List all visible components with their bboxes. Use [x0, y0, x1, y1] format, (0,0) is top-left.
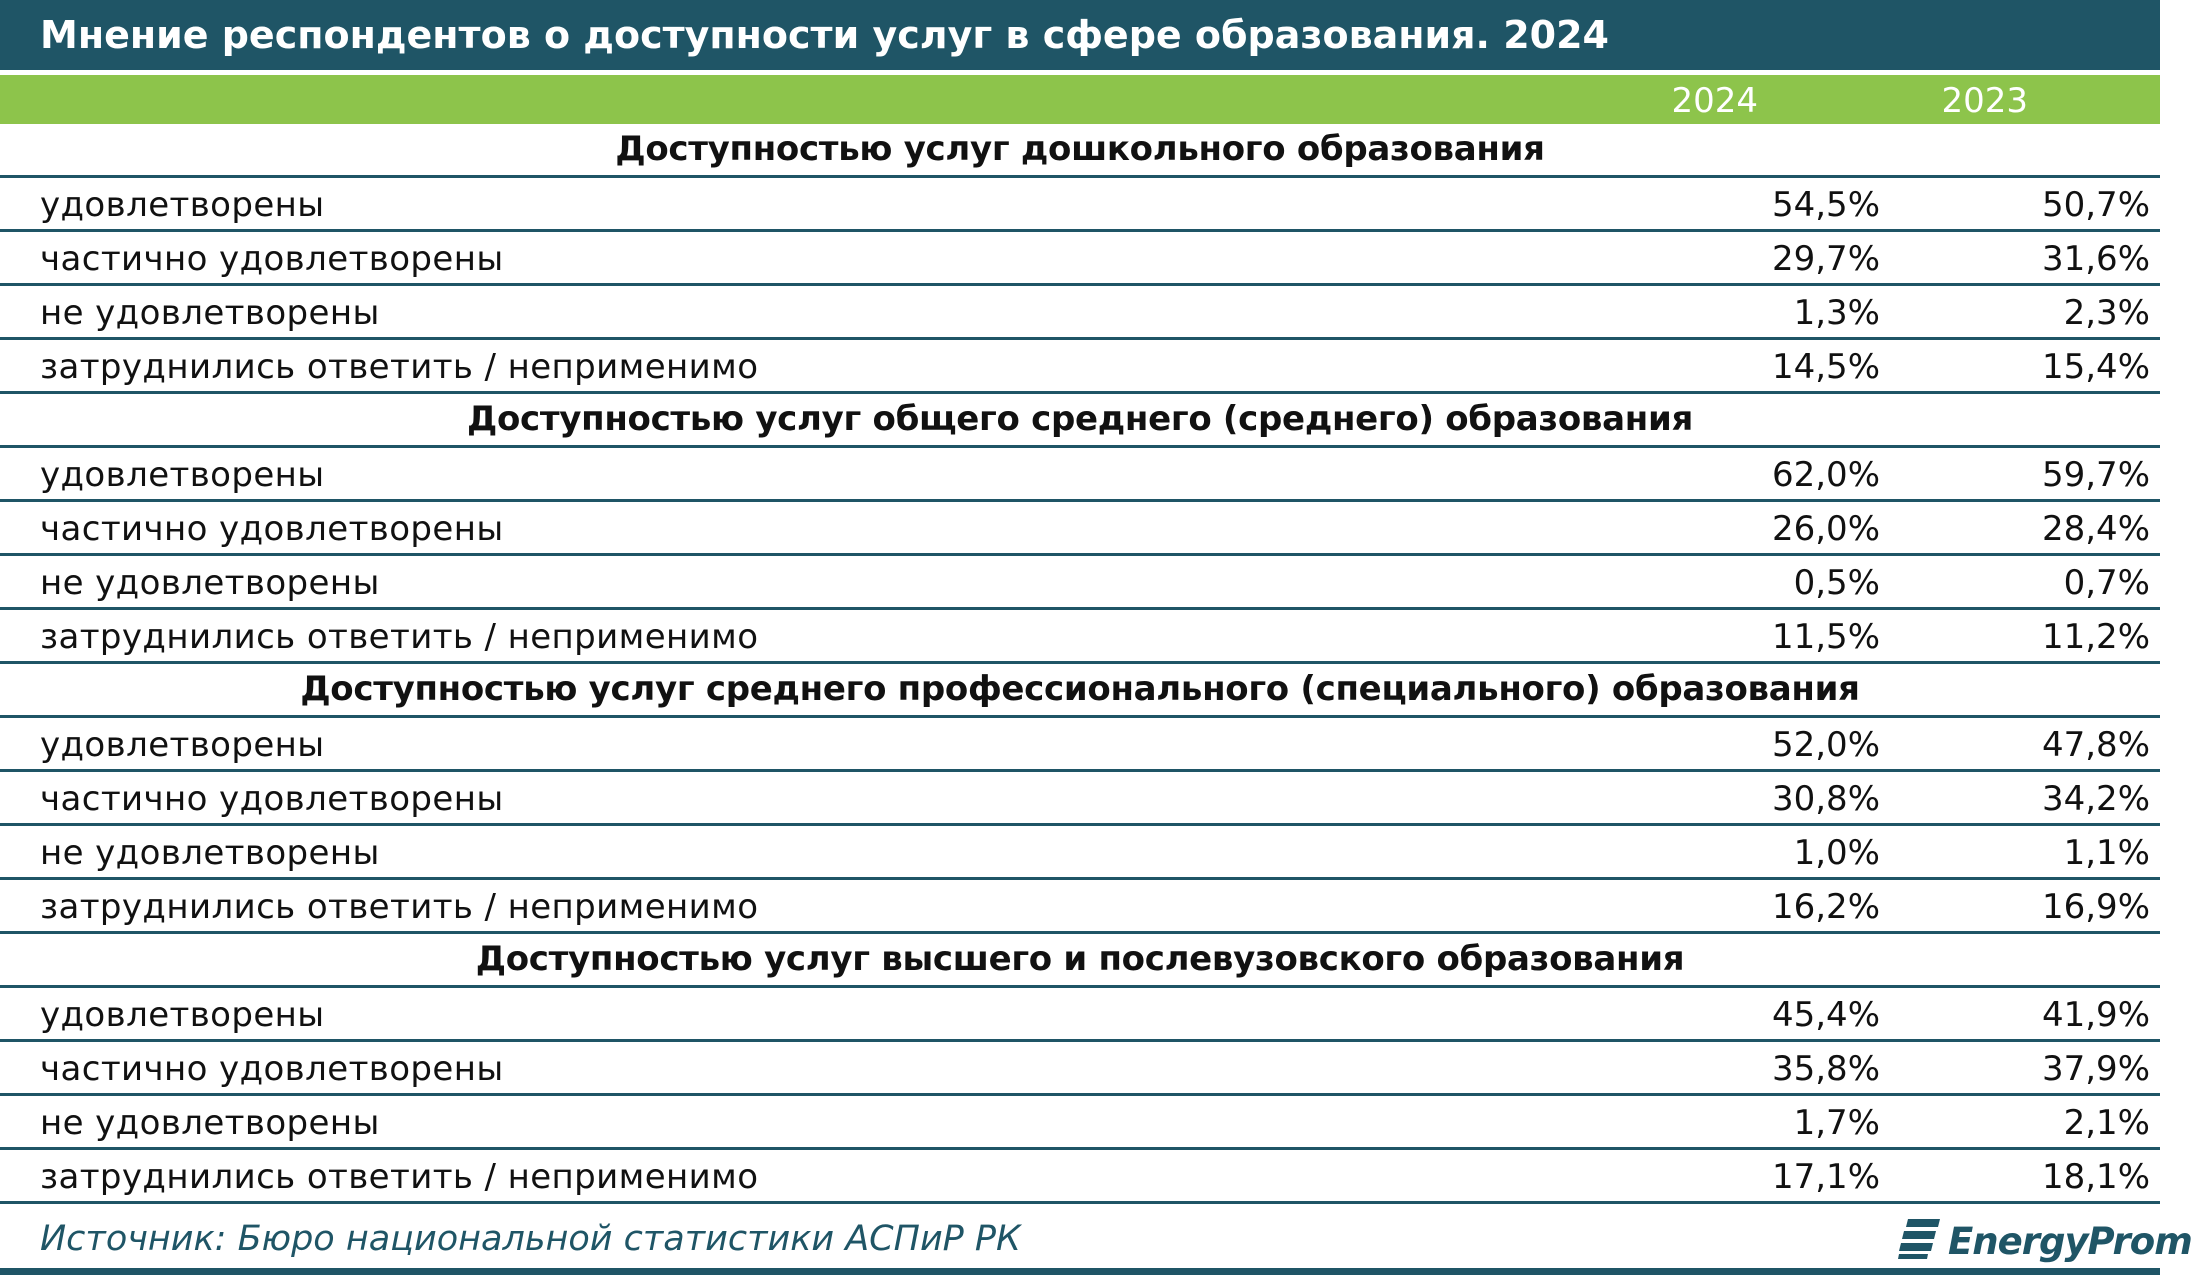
table-row: [0, 340, 2160, 394]
table-row: [0, 988, 2160, 1042]
row-label: частично удовлетворены: [40, 239, 504, 279]
footer: [0, 1206, 2192, 1275]
value-cell-2023: 1,1%: [2063, 833, 2150, 873]
column-header-bar: [0, 75, 2160, 124]
energyprom-logo: [1898, 1214, 2192, 1264]
row-label: удовлетворены: [40, 725, 325, 765]
section-title: Доступностью услуг дошкольного образования: [615, 129, 1545, 169]
value-cell-2024: 26,0%: [1771, 509, 1880, 549]
value-cell-2023: 11,2%: [2041, 617, 2150, 657]
value-cell-2024: 62,0%: [1771, 455, 1880, 495]
value-cell-2024: 1,7%: [1793, 1103, 1880, 1143]
value-cell-2024: 45,4%: [1771, 995, 1880, 1035]
table-body: [0, 124, 2160, 1204]
value-cell-2023: 47,8%: [2041, 725, 2150, 765]
table-row: [0, 286, 2160, 340]
row-label: удовлетворены: [40, 185, 325, 225]
table-row: [0, 448, 2160, 502]
value-cell-2024: 17,1%: [1771, 1157, 1880, 1197]
value-cell-2024: 54,5%: [1771, 185, 1880, 225]
column-header-2024: 2024: [1671, 81, 1758, 121]
value-cell-2024: 11,5%: [1771, 617, 1880, 657]
section-title: Доступностью услуг среднего профессионального (специального) образования: [300, 669, 1860, 709]
table-row: [0, 610, 2160, 664]
section-header-row: [0, 124, 2160, 178]
bottom-rule: [0, 1268, 2160, 1275]
table-row: [0, 826, 2160, 880]
value-cell-2023: 37,9%: [2041, 1049, 2150, 1089]
value-cell-2023: 31,6%: [2041, 239, 2150, 279]
table-row: [0, 772, 2160, 826]
page-title: Мнение респондентов о доступности услуг в сфере образования. 2024: [0, 0, 2160, 70]
value-cell-2024: 35,8%: [1771, 1049, 1880, 1089]
value-cell-2024: 1,3%: [1793, 293, 1880, 333]
row-label: затруднились ответить / неприменимо: [40, 617, 759, 657]
row-label: затруднились ответить / неприменимо: [40, 887, 759, 927]
row-label: удовлетворены: [40, 455, 325, 495]
section-title: Доступностью услуг общего среднего (среднего) образования: [466, 399, 1694, 439]
table-row: [0, 718, 2160, 772]
row-label: частично удовлетворены: [40, 779, 504, 819]
row-label: затруднились ответить / неприменимо: [40, 347, 759, 387]
table-row: [0, 556, 2160, 610]
value-cell-2023: 0,7%: [2063, 563, 2150, 603]
table-row: [0, 880, 2160, 934]
value-cell-2024: 14,5%: [1771, 347, 1880, 387]
value-cell-2023: 28,4%: [2041, 509, 2150, 549]
row-label: не удовлетворены: [40, 1103, 380, 1143]
value-cell-2024: 30,8%: [1771, 779, 1880, 819]
table-row: [0, 232, 2160, 286]
value-cell-2023: 41,9%: [2041, 995, 2150, 1035]
row-label: затруднились ответить / неприменимо: [40, 1157, 759, 1197]
source-note: Источник: Бюро национальной статистики АСПиР РК: [40, 1219, 1021, 1259]
value-cell-2023: 34,2%: [2041, 779, 2150, 819]
value-cell-2023: 2,3%: [2063, 293, 2150, 333]
row-label: удовлетворены: [40, 995, 325, 1035]
value-cell-2024: 1,0%: [1793, 833, 1880, 873]
section-title: Доступностью услуг высшего и послевузовского образования: [475, 939, 1685, 979]
column-header-2023: 2023: [1941, 81, 2028, 121]
table-row: [0, 502, 2160, 556]
row-label: частично удовлетворены: [40, 1049, 504, 1089]
table-row: [0, 1150, 2160, 1204]
table-row: [0, 178, 2160, 232]
value-cell-2023: 59,7%: [2041, 455, 2150, 495]
row-label: не удовлетворены: [40, 833, 380, 873]
section-header-row: [0, 934, 2160, 988]
value-cell-2024: 16,2%: [1771, 887, 1880, 927]
value-cell-2023: 16,9%: [2041, 887, 2150, 927]
row-label: частично удовлетворены: [40, 509, 504, 549]
table-row: [0, 1096, 2160, 1150]
row-label: не удовлетворены: [40, 563, 380, 603]
section-header-row: [0, 394, 2160, 448]
value-cell-2024: 29,7%: [1771, 239, 1880, 279]
value-cell-2023: 2,1%: [2063, 1103, 2150, 1143]
energyprom-logo-icon: [1898, 1217, 1942, 1261]
table-row: [0, 1042, 2160, 1096]
row-label: не удовлетворены: [40, 293, 380, 333]
energyprom-logo-text: EnergyProm: [1948, 1220, 2192, 1263]
value-cell-2023: 18,1%: [2041, 1157, 2150, 1197]
section-header-row: [0, 664, 2160, 718]
value-cell-2024: 52,0%: [1771, 725, 1880, 765]
value-cell-2023: 50,7%: [2041, 185, 2150, 225]
value-cell-2024: 0,5%: [1793, 563, 1880, 603]
value-cell-2023: 15,4%: [2041, 347, 2150, 387]
